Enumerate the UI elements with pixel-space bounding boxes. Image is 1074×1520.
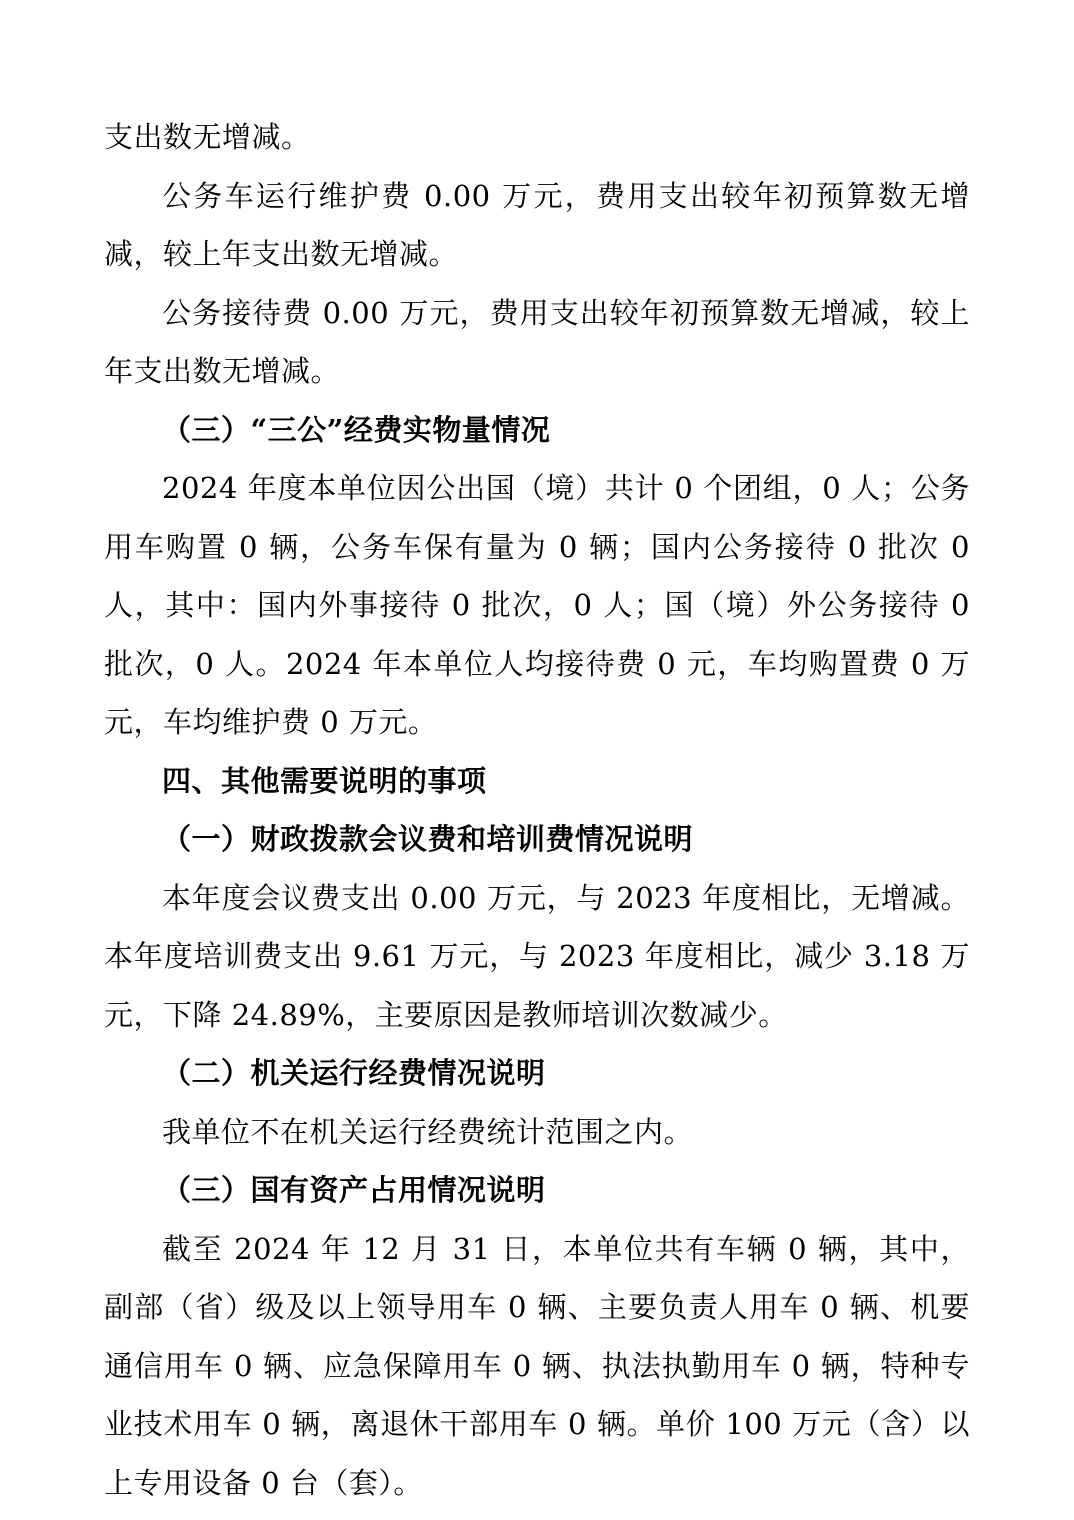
paragraph-reception-fee: 公务接待费 0.00 万元，费用支出较年初预算数无增减，较上年支出数无增减。: [104, 295, 970, 388]
paragraph-meeting-training: 本年度会议费支出 0.00 万元，与 2023 年度相比，无增减。本年度培训费支出 9.61 万元，与 2023 年度相比，减少 3.18 万元，下降 24.89%，主要原因是教师培训次数减少。: [104, 880, 970, 1032]
paragraph-state-assets: 截至 2024 年 12 月 31 日，本单位共有车辆 0 辆，其中，副部（省）级及以上领导用车 0 辆、主要负责人用车 0 辆、机要通信用车 0 辆、应急保障用车 0 辆、执法执勤用车 0 辆，特种专业技术用车 0 辆，离退休干部用车 0 辆。单价 100 万元（含）以上专用设备 0 台（套）。: [104, 1231, 970, 1500]
paragraph-three-public-quantity: 2024 年度本单位因公出国（境）共计 0 个团组，0 人；公务用车购置 0 辆，公务车保有量为 0 辆；国内公务接待 0 批次 0 人，其中：国内外事接待 0 批次，0 人；国（境）外公务接待 0 批次，0 人。2024 年本单位人均接待费 0 元，车均购置费 0 万元，车均维护费 0 万元。: [104, 471, 970, 739]
paragraph-vehicle-maintenance: 公务车运行维护费 0.00 万元，费用支出较年初预算数无增减，较上年支出数无增减。: [104, 178, 970, 271]
heading-state-assets: （三）国有资产占用情况说明: [162, 1173, 546, 1207]
heading-meeting-training: （一）财政拨款会议费和培训费情况说明: [162, 822, 694, 856]
heading-three-public-quantity: （三）“三公”经费实物量情况: [162, 412, 551, 447]
paragraph-operating-funds: 我单位不在机关运行经费统计范围之内。: [162, 1114, 694, 1149]
paragraph-continuation: 支出数无增减。: [104, 120, 311, 154]
heading-other-matters: 四、其他需要说明的事项: [162, 763, 487, 798]
heading-operating-funds: （二）机关运行经费情况说明: [162, 1056, 546, 1090]
